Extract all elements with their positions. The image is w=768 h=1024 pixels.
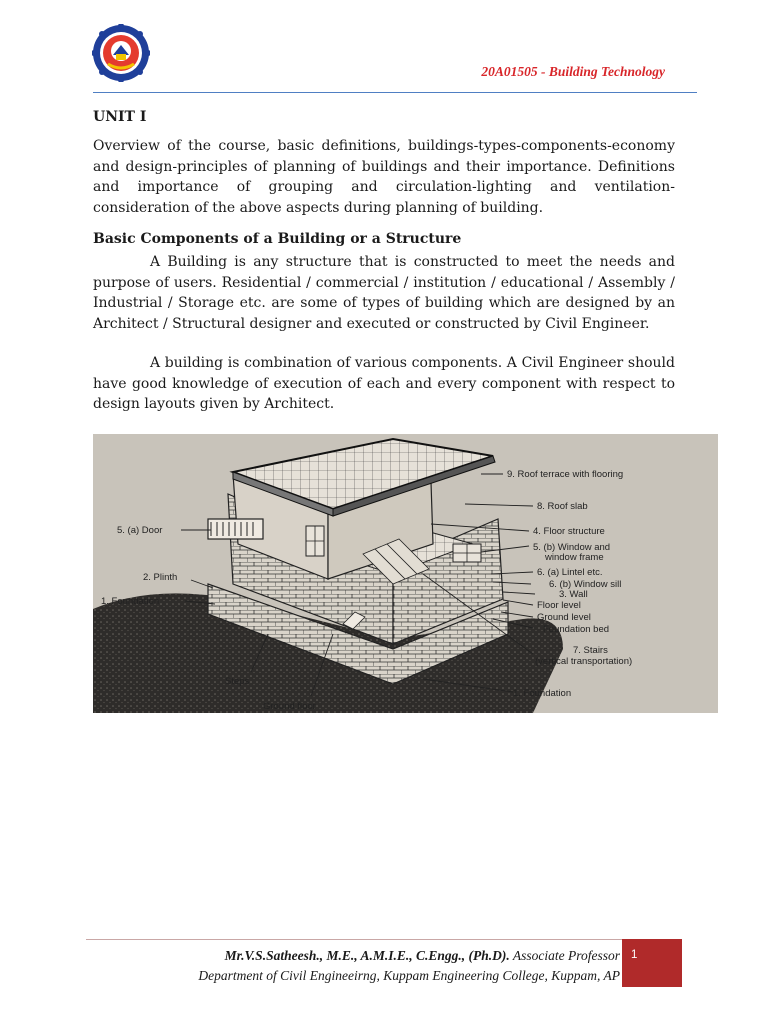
label-ground-floor: Ground floor xyxy=(263,701,316,712)
label-plinth: 2. Plinth xyxy=(143,572,178,583)
course-title: 20A01505 - Building Technology xyxy=(481,64,665,79)
label-window-frame-line2: window frame xyxy=(545,552,604,563)
overview-paragraph: Overview of the course, basic definitions, buildings-types-components-economy and design-principles of planning of buildings and their importance. Definitions and importance of grouping and circulation-lighting and ventilation-consideration of the above aspects during planning of building. xyxy=(93,138,675,216)
footer-author-line xyxy=(86,946,620,966)
label-stairs-line2: (vertical transportation) xyxy=(535,656,633,667)
header-divider xyxy=(93,92,697,93)
components-paragraph: A building is combination of various components. A Civil Engineer should have good knowledge of execution of each and every component with respect to design layouts given by Architect. xyxy=(93,355,675,412)
label-floor-level: Floor level xyxy=(537,600,581,611)
author-name: Mr.V.S.Satheesh., M.E., A.M.I.E., C.Engg., (Ph.D). xyxy=(224,948,510,963)
author-designation: Associate Professor xyxy=(509,948,620,963)
section-heading: Basic Components of a Building or a Structure xyxy=(93,231,462,247)
label-steps: Steps xyxy=(225,676,250,687)
label-lintel: 6. (a) Lintel etc. xyxy=(537,567,603,578)
label-window-frame-line1: 5. (b) Window and xyxy=(533,542,611,553)
building-components-figure xyxy=(93,434,718,713)
label-wall: 3. Wall xyxy=(559,589,588,600)
college-logo xyxy=(92,24,150,82)
label-ground-level: Ground level xyxy=(537,612,591,623)
footer-credits xyxy=(86,946,620,986)
label-door: 5. (a) Door xyxy=(117,525,163,536)
footer-divider xyxy=(86,939,622,940)
college-seal-icon xyxy=(92,24,150,82)
label-foundation-bed: Foundation bed xyxy=(543,624,610,635)
label-foundation-right: 1. Foundation xyxy=(513,688,572,699)
label-foundation-left: 1. Foundation xyxy=(101,596,160,607)
label-roof-terrace: 9. Roof terrace with flooring xyxy=(507,469,624,480)
label-stairs-line1: 7. Stairs xyxy=(573,645,608,656)
label-floor-structure: 4. Floor structure xyxy=(533,526,605,537)
label-roof-slab: 8. Roof slab xyxy=(537,501,588,512)
footer-department: Department of Civil Engineeirng, Kuppam Engineering College, Kuppam, AP xyxy=(198,968,620,983)
page-number-box xyxy=(622,939,682,987)
label-window-sill: 6. (b) Window sill xyxy=(549,579,622,590)
unit-title: UNIT I xyxy=(93,109,147,125)
building-definition-paragraph: A Building is any structure that is constructed to meet the needs and purpose of users. Residential / commercial / institution / educational / Assembly / Industrial / Storage etc. are some of types of building which are designed by an Architect / Structural designer and executed or constructed by Civil Engineer. xyxy=(93,254,675,332)
page-number: 1 xyxy=(631,949,638,961)
